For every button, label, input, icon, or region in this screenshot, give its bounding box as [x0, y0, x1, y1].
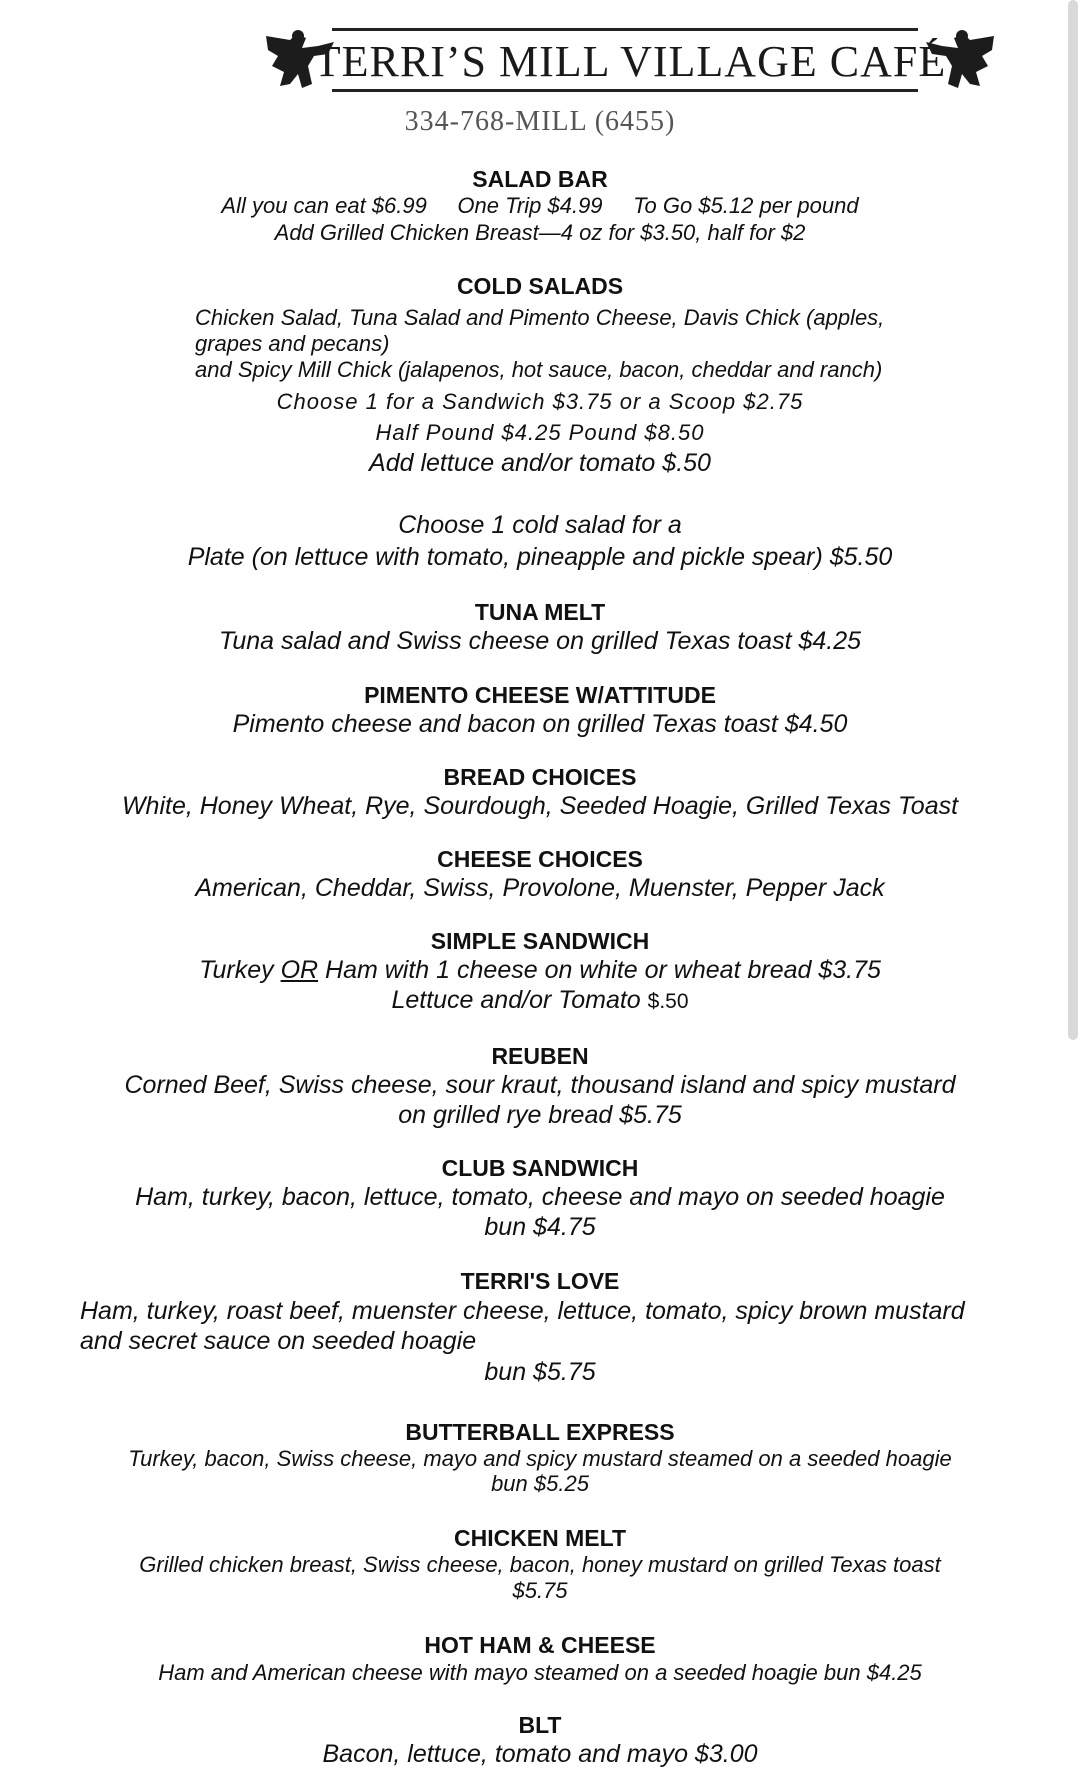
item-description: White, Honey Wheat, Rye, Sourdough, Seeded Hoagie, Grilled Texas Toast: [121, 792, 959, 820]
salad-bar-addon: Add Grilled Chicken Breast—4 oz for $3.50, half for $2: [274, 220, 806, 245]
item-description: Tuna salad and Swiss cheese on grilled Texas toast $4.25: [218, 627, 862, 655]
cheese-choices-section: [0, 846, 1080, 903]
text-turkey: Turkey: [199, 956, 281, 984]
addon-price: $.50: [647, 990, 689, 1013]
item-description: Ham, turkey, bacon, lettuce, tomato, cheese and mayo on seeded hoagie: [135, 1183, 945, 1211]
section-title: CHICKEN MELT: [453, 1525, 627, 1551]
salad-bar-section: [0, 166, 1080, 246]
bread-choices-section: [0, 764, 1080, 821]
section-title: BLT: [518, 1712, 562, 1738]
section-title: REUBEN: [491, 1043, 589, 1069]
item-description: $5.75: [512, 1578, 568, 1603]
item-description: Ham and American cheese with mayo steamed on a seeded hoagie bun $4.25: [158, 1660, 922, 1685]
addon-text: Lettuce and/or Tomato: [391, 986, 648, 1014]
item-description: Corned Beef, Swiss cheese, sour kraut, thousand island and spicy mustard: [124, 1071, 956, 1099]
item-description: [0, 955, 1080, 985]
item-description: Ham, turkey, roast beef, muenster cheese, lettuce, tomato, spicy brown mustard: [80, 1297, 965, 1325]
section-title: CLUB SANDWICH: [441, 1155, 639, 1181]
item-description: on grilled rye bread $5.75: [398, 1101, 682, 1129]
terris-love-price: bun $5.75: [484, 1358, 596, 1386]
item-description: Pimento cheese and bacon on grilled Texas toast $4.50: [232, 710, 848, 738]
cold-salads-addon: Add lettuce and/or tomato $.50: [369, 449, 711, 477]
text-or: OR: [280, 956, 319, 984]
section-title: PIMENTO CHEESE W/ATTITUDE: [364, 682, 716, 708]
phone-number: 334-768-MILL (6455): [404, 106, 676, 137]
section-title: CHEESE CHOICES: [437, 846, 643, 872]
item-description: bun $5.25: [491, 1471, 589, 1496]
reuben-section: [0, 1043, 1080, 1130]
section-title: SALAD BAR: [472, 166, 608, 192]
section-title: BREAD CHOICES: [443, 764, 637, 790]
cold-salads-list: [195, 305, 995, 383]
cold-salads-plate: Plate (on lettuce with tomato, pineapple and pickle spear) $5.50: [187, 543, 893, 571]
section-title: HOT HAM & CHEESE: [424, 1632, 656, 1658]
section-title: SIMPLE SANDWICH: [430, 928, 650, 954]
chicken-melt-section: [0, 1525, 1080, 1604]
cold-salads-sandwich-price: Choose 1 for a Sandwich $3.75 or a Scoop $2.75: [276, 389, 804, 414]
section-title: BUTTERBALL EXPRESS: [405, 1419, 675, 1445]
section-title: TUNA MELT: [474, 599, 606, 625]
text-ham: Ham with 1 cheese on white or wheat bread $3.75: [318, 956, 881, 984]
blt-section: [0, 1712, 1080, 1769]
logo-rule-top: [332, 28, 918, 31]
cold-salads-line: grapes and pecans): [195, 331, 390, 356]
cold-salads-plate-intro: Choose 1 cold salad for a: [398, 511, 682, 539]
section-title: TERRI'S LOVE: [460, 1268, 620, 1294]
simple-sandwich-section: [0, 928, 1080, 1017]
tuna-melt-section: [0, 599, 1080, 656]
item-description: and secret sauce on seeded hoagie: [80, 1327, 477, 1355]
item-description: Grilled chicken breast, Swiss cheese, bacon, honey mustard on grilled Texas toast: [139, 1552, 941, 1577]
item-description: Turkey, bacon, Swiss cheese, mayo and spicy mustard steamed on a seeded hoagie: [128, 1446, 952, 1471]
salad-bar-prices: All you can eat $6.99 One Trip $4.99 To Go $5.12 per pound: [221, 193, 859, 218]
logo-rule-bottom: [332, 89, 918, 92]
cafe-logo: [262, 22, 998, 102]
item-addon: [0, 985, 1080, 1017]
hot-ham-cheese-section: [0, 1632, 1080, 1687]
cold-salads-weight-price: Half Pound $4.25 Pound $8.50: [375, 420, 705, 445]
mill-worker-silhouette-icon: [924, 26, 998, 92]
vertical-scrollbar[interactable]: [1068, 0, 1078, 1040]
cold-salads-line: Chicken Salad, Tuna Salad and Pimento Cheese, Davis Chick (apples,: [195, 305, 885, 330]
item-description: bun $4.75: [484, 1213, 596, 1241]
item-description: Bacon, lettuce, tomato and mayo $3.00: [322, 1740, 758, 1768]
cold-salads-line: and Spicy Mill Chick (jalapenos, hot sauce, bacon, cheddar and ranch): [195, 357, 883, 382]
pimento-cheese-section: [0, 682, 1080, 739]
terris-love-description: [80, 1296, 1060, 1356]
section-title: COLD SALADS: [456, 273, 624, 299]
cold-salads-section: [0, 273, 1080, 300]
cafe-name: TERRI’S MILL VILLAGE CAFÉ: [313, 37, 947, 86]
butterball-express-section: [0, 1419, 1080, 1496]
terris-love-section: [0, 1268, 1080, 1295]
item-description: American, Cheddar, Swiss, Provolone, Muenster, Pepper Jack: [195, 874, 885, 902]
club-sandwich-section: [0, 1155, 1080, 1242]
